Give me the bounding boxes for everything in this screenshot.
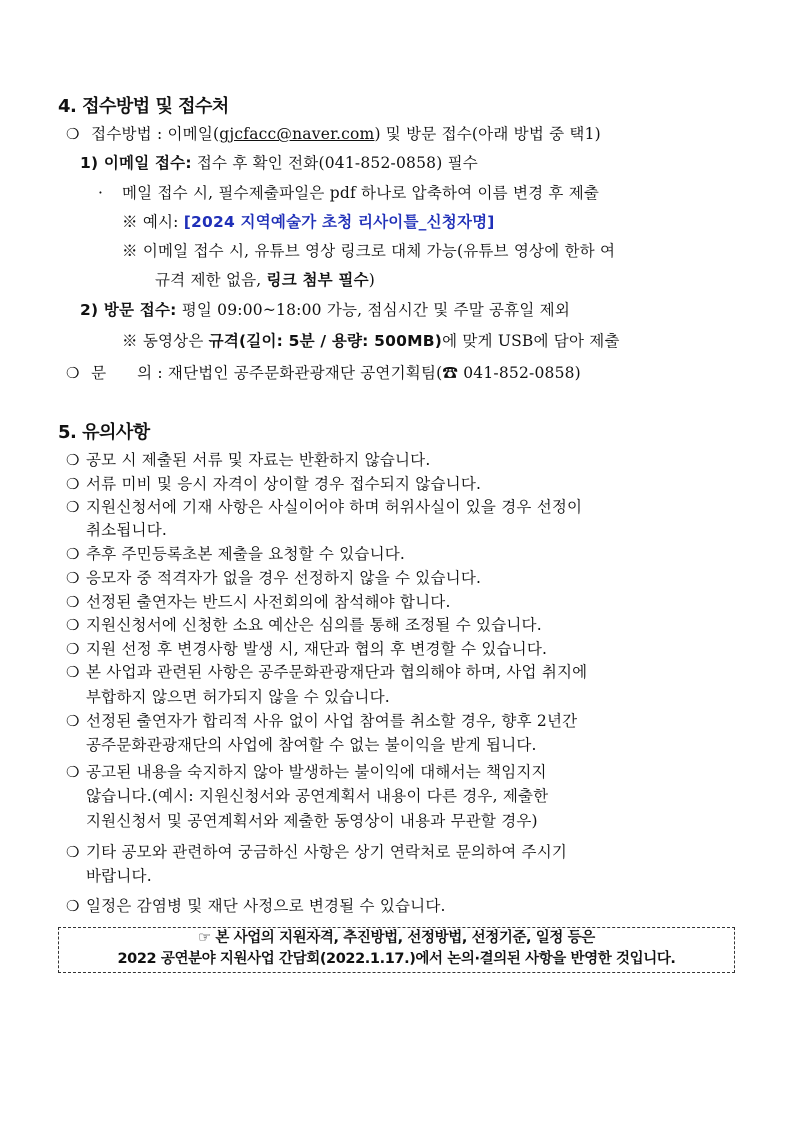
note-item — [66, 639, 547, 660]
note-text: 추후 주민등록초본 제출을 요청할 수 있습니다. — [86, 545, 406, 563]
note-text: 공주문화관광재단의 사업에 참여할 수 없는 불이익을 받게 됩니다. — [86, 736, 537, 754]
circle-bullet-icon: ❍ — [66, 640, 80, 658]
note-item — [66, 450, 430, 471]
email-reception-line — [80, 153, 478, 174]
note-text: 응모자 중 적격자가 없을 경우 선정하지 않을 수 있습니다. — [86, 569, 482, 587]
circle-bullet-icon: ❍ — [66, 763, 80, 781]
note-text: 공고된 내용을 숙지하지 않아 발생하는 불이익에 대해서는 책임지지 — [86, 763, 547, 781]
note-text: 지원신청서에 신청한 소요 예산은 심의를 통해 조정될 수 있습니다. — [86, 616, 542, 634]
reception-method-line — [66, 124, 601, 145]
note-text: 지원신청서에 기재 사항은 사실이어야 하며 허위사실이 있을 경우 선정이 — [86, 498, 583, 516]
note-text: 선정된 출연자가 합리적 사유 없이 사업 참여를 취소할 경우, 향후 2년간 — [86, 712, 578, 730]
note-text: 않습니다.(예시: 지원신청서와 공연계획서 내용이 다른 경우, 제출한 — [86, 787, 549, 805]
note-item — [66, 615, 542, 636]
note-item — [66, 711, 577, 732]
note-text: 지원 선정 후 변경사항 발생 시, 재단과 협의 후 변경할 수 있습니다. — [86, 640, 548, 658]
circle-bullet-icon: ❍ — [66, 712, 80, 730]
note-item — [86, 735, 537, 756]
note-text: 본 사업과 관련된 사항은 공주문화관광재단과 협의해야 하며, 사업 취지에 — [86, 663, 588, 681]
example-filename: [2024 지역예술가 초청 리사이틀_신청자명] — [183, 213, 495, 231]
circle-bullet-icon: ❍ — [66, 364, 80, 382]
note-text: 서류 미비 및 응시 자격이 상이할 경우 접수되지 않습니다. — [86, 475, 482, 493]
email-reception-text: 접수 후 확인 전화(041-852-0858) 필수 — [191, 154, 478, 172]
dot-bullet-icon: · — [98, 184, 104, 202]
note-text: 공모 시 제출된 서류 및 자료는 반환하지 않습니다. — [86, 451, 431, 469]
circle-bullet-icon: ❍ — [66, 545, 80, 563]
link-required: 링크 첨부 필수 — [266, 271, 369, 289]
circle-bullet-icon: ❍ — [66, 593, 80, 611]
section-4-heading: 4. 접수방법 및 접수처 — [58, 96, 229, 117]
note-text: 부합하지 않으면 허가되지 않을 수 있습니다. — [86, 688, 390, 706]
circle-bullet-icon: ❍ — [66, 616, 80, 634]
youtube-line-1: ※ 이메일 접수 시, 유튜브 영상 링크로 대체 가능(유튜브 영상에 한하 여 — [122, 242, 616, 260]
notice-box — [58, 927, 735, 973]
note-text: 바랍니다. — [86, 867, 152, 885]
video-spec-line — [122, 331, 620, 352]
circle-bullet-icon: ❍ — [66, 843, 80, 861]
email-bullet-text: 메일 접수 시, 필수제출파일은 pdf 하나로 압축하여 이름 변경 후 제출 — [122, 184, 600, 202]
note-text: 선정된 출연자는 반드시 사전회의에 참석해야 합니다. — [86, 593, 451, 611]
note-item — [66, 896, 446, 917]
inquiry-text: : 재단법인 공주문화관광재단 공연기획팀(☎ 041-852-0858) — [152, 364, 581, 382]
note-text: 지원신청서 및 공연계획서와 제출한 동영상이 내용과 무관할 경우) — [86, 812, 538, 830]
visit-reception-text: 평일 09:00~18:00 가능, 점심시간 및 주말 공휴일 제외 — [176, 301, 570, 319]
email-bullet-line — [98, 183, 599, 204]
notice-line-2: 2022 공연분야 지원사업 간담회(2022.1.17.)에서 논의·결의된 사항을 반영한 것입니다. — [117, 951, 676, 967]
visit-reception-line — [80, 300, 570, 321]
note-item — [66, 568, 481, 589]
note-item — [66, 592, 451, 613]
note-item — [86, 786, 548, 807]
note-item — [86, 866, 152, 887]
example-prefix: ※ 예시: — [122, 213, 184, 231]
note-text: 취소됩니다. — [86, 521, 167, 539]
note-item — [86, 687, 390, 708]
section-5-heading: 5. 유의사항 — [58, 422, 150, 443]
video-prefix: ※ 동영상은 — [122, 332, 209, 350]
inquiry-label: 문 의 — [91, 364, 153, 382]
method-suffix: ) 및 방문 접수(아래 방법 중 택1) — [374, 125, 601, 143]
visit-reception-label: 2) 방문 접수: — [80, 301, 177, 319]
email-reception-label: 1) 이메일 접수: — [80, 154, 192, 172]
note-item — [86, 520, 167, 541]
example-line — [122, 212, 495, 233]
circle-bullet-icon: ❍ — [66, 475, 80, 493]
circle-bullet-icon: ❍ — [66, 451, 80, 469]
method-prefix: 접수방법 : 이메일( — [91, 125, 220, 143]
note-item — [66, 662, 587, 683]
note-text: 기타 공모와 관련하여 궁금하신 사항은 상기 연락처로 문의하여 주시기 — [86, 843, 568, 861]
video-suffix: 에 맞게 USB에 담아 제출 — [442, 332, 620, 350]
circle-bullet-icon: ❍ — [66, 663, 80, 681]
youtube-prefix: 규격 제한 없음, — [155, 271, 267, 289]
circle-bullet-icon: ❍ — [66, 897, 80, 915]
youtube-suffix: ) — [368, 271, 376, 289]
circle-bullet-icon: ❍ — [66, 498, 80, 516]
circle-bullet-icon: ❍ — [66, 125, 80, 143]
video-spec: 규격(길이: 5분 / 용량: 500MB) — [208, 332, 443, 350]
note-item — [66, 497, 582, 518]
note-item — [66, 842, 567, 863]
circle-bullet-icon: ❍ — [66, 569, 80, 587]
notice-line-1: ☞ 본 사업의 지원자격, 추진방법, 선정방법, 선정기준, 일정 등은 — [198, 930, 595, 946]
youtube-line-2 — [155, 270, 375, 291]
note-item — [86, 811, 538, 832]
note-item — [66, 544, 405, 565]
email-link[interactable]: gjcfacc@naver.com — [219, 125, 375, 143]
inquiry-line — [66, 363, 581, 384]
note-text: 일정은 감염병 및 재단 사정으로 변경될 수 있습니다. — [86, 897, 446, 915]
note-item — [66, 762, 547, 783]
note-item — [66, 474, 481, 495]
